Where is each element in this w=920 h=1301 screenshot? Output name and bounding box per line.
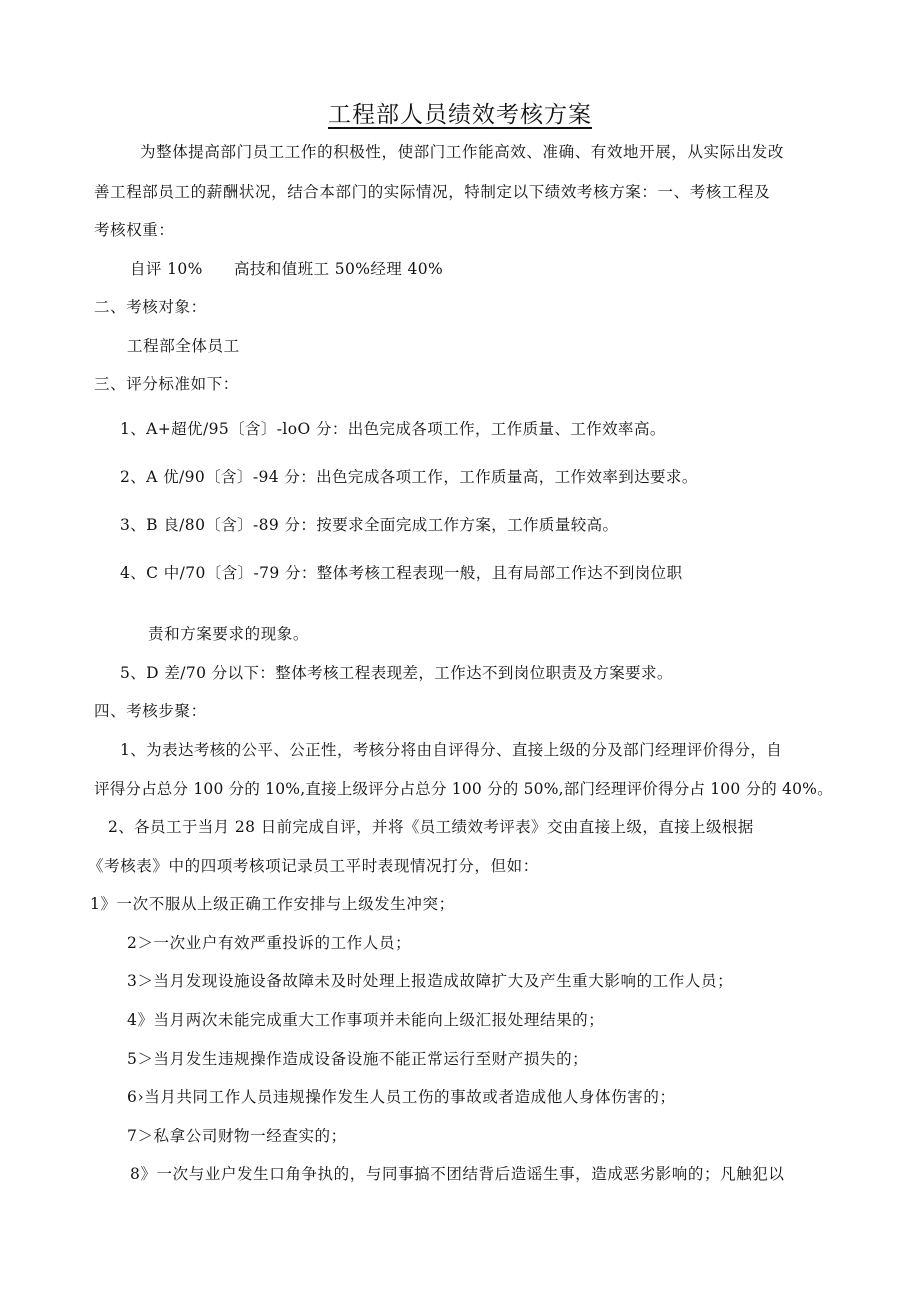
criteria-item-1: 1、A+超优/95〔含〕-loO 分：出色完成各项工作，工作质量、工作效率高。 (120, 420, 666, 438)
case-item-7: 7＞私拿公司财物一经查实的； (127, 1127, 347, 1145)
case-item-3: 3＞当月发现设施设备故障未及时处理上报造成故障扩大及产生重大影响的工作人员； (127, 972, 734, 990)
case-item-4: 4》当月两次未能完成重大工作事项并未能向上级汇报处理结果的； (127, 1011, 605, 1029)
document-title (0, 96, 920, 129)
section3-heading: 三、评分标准如下： (94, 375, 239, 393)
section2-heading: 二、考核对象： (94, 298, 207, 316)
case-item-8: 8》一次与业户发生口角争执的，与同事搞不团结背后造谣生事，造成恶劣影响的；凡触犯以 (130, 1165, 785, 1183)
step1-line-1: 1、为表达考核的公平、公正性，考核分将由自评得分、直接上级的分及部门经理评价得分，自 (120, 741, 783, 759)
step2-line-1: 2、各员工于当月 28 日前完成自评，并将《员工绩效考评表》交由直接上级，直接上级根据 (108, 818, 754, 836)
case-item-1: 1》一次不服从上级正确工作安排与上级发生冲突； (90, 895, 455, 913)
step2-line-2: 《考核表》中的四项考核项记录员工平时表现情况打分，但如： (88, 857, 539, 875)
step1-line-2: 评得分占总分 100 分的 10%,直接上级评分占总分 100 分的 50%,部门经理评价得分占 100 分的 40%。 (94, 780, 833, 798)
section4-heading: 四、考核步聚： (94, 702, 207, 720)
section2-content: 工程部全体员工 (127, 337, 240, 355)
intro-line-2: 善工程部员工的薪酬状况，结合本部门的实际情况，特制定以下绩效考核方案：一、考核工程及 (94, 183, 771, 201)
case-item-2: 2＞一次业户有效严重投诉的工作人员； (127, 934, 412, 952)
criteria-item-2: 2、A 优/90〔含〕-94 分：出色完成各项工作，工作质量高，工作效率到达要求。 (120, 468, 698, 486)
criteria-item-4: 4、C 中/70〔含〕-79 分：整体考核工程表现一般，且有局部工作达不到岗位职 (120, 564, 683, 582)
case-item-6: 6›当月共同工作人员违规操作发生人员工伤的事故或者造成他人身体伤害的； (127, 1088, 676, 1106)
criteria-item-3: 3、B 良/80〔含〕-89 分：按要求全面完成工作方案，工作质量较高。 (120, 516, 619, 534)
document-title-text: 工程部人员绩效考核方案 (328, 102, 592, 128)
intro-line-3: 考核权重： (94, 221, 175, 239)
case-item-5: 5＞当月发生违规操作造成设备设施不能正常运行至财产损失的； (127, 1050, 589, 1068)
weight-self: 自评 10% (130, 260, 203, 278)
intro-line-1: 为整体提高部门员工工作的积极性，使部门工作能高效、准确、有效地开展，从实际出发改 (140, 143, 785, 161)
criteria-item-4-cont: 责和方案要求的现象。 (148, 625, 310, 643)
weight-rest: 高技和值班工 50%经理 40% (234, 260, 444, 278)
criteria-item-5: 5、D 差/70 分以下：整体考核工程表现差，工作达不到岗位职责及方案要求。 (120, 664, 673, 682)
